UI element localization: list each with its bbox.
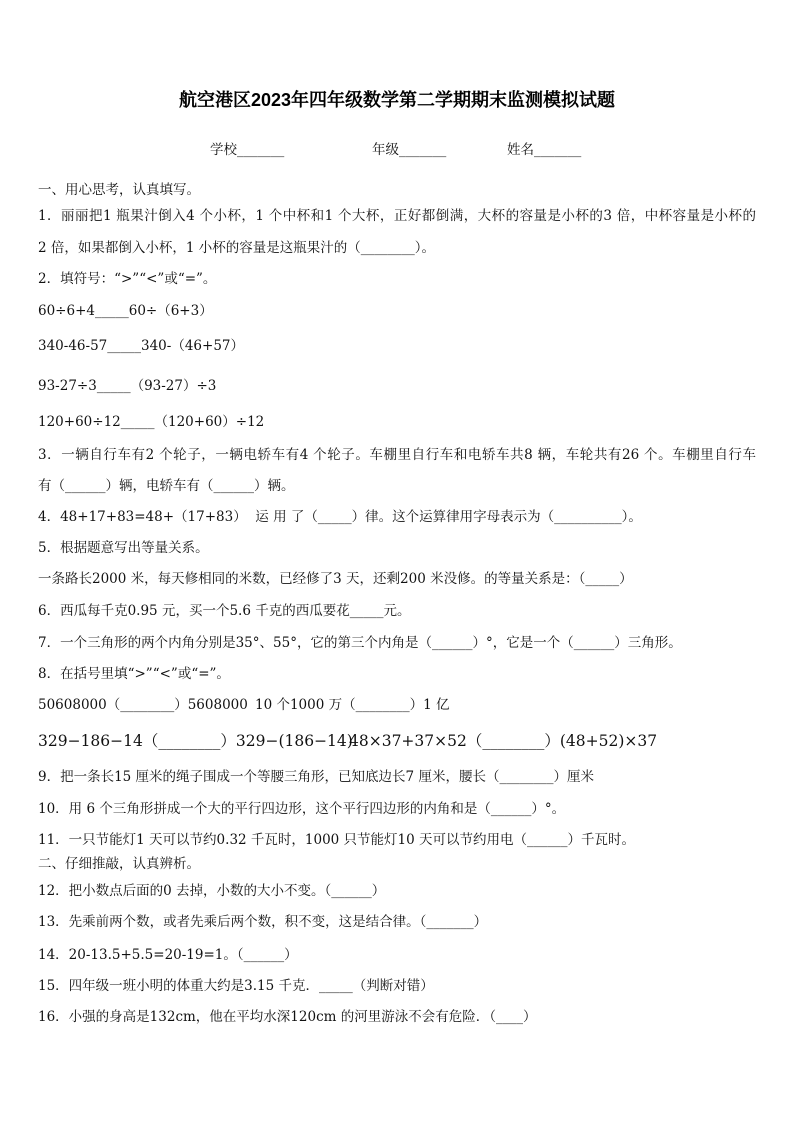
question-8-compare-3: 329−186−14（________）329−(186−14) bbox=[38, 732, 353, 750]
question-8-compare-1: 50608000（________）5608000 bbox=[38, 697, 248, 713]
name-field: 姓名_______ bbox=[507, 142, 582, 158]
question-14: 14．20-13.5+5.5=20-19=1。（______） bbox=[38, 947, 298, 963]
question-8-compare-2: 10 个1000 万（________）1 亿 bbox=[255, 697, 450, 713]
question-2-item-2: 340-46-57_____340-（46+57） bbox=[38, 338, 244, 354]
question-12: 12．把小数点后面的0 去掉，小数的大小不变。（______） bbox=[38, 883, 386, 899]
question-2-item-1: 60÷6+4_____60÷（6+3） bbox=[38, 303, 213, 319]
page-title: 航空港区2023年四年级数学第二学期期末监测模拟试题 bbox=[178, 90, 616, 110]
question-15: 15．四年级一班小明的体重大约是3.15 千克．_____（判断对错） bbox=[38, 978, 434, 994]
question-8-stem: 8．在括号里填“>”“<”或“=”。 bbox=[38, 666, 230, 682]
question-2-item-4: 120+60÷12_____（120+60）÷12 bbox=[38, 414, 265, 430]
question-1-line1: 1．丽丽把1 瓶果汁倒入4 个小杯，1 个中杯和1 个大杯，正好都倒满，大杯的容量是小杯的3 倍，中杯容量是小杯的 bbox=[38, 208, 756, 224]
question-5-stem: 5．根据题意写出等量关系。 bbox=[38, 540, 209, 556]
question-5-sub: 一条路长2000 米，每天修相同的米数，已经修了3 天，还剩200 米没修。的等量关系是：（_____） bbox=[38, 571, 633, 587]
question-13: 13．先乘前两个数，或者先乘后两个数，积不变，这是结合律。（_______） bbox=[38, 914, 488, 930]
question-9: 9．把一条长15 厘米的绳子围成一个等腰三角形，已知底边长7 厘米，腰长（________）厘米 bbox=[38, 769, 594, 785]
question-10: 10．用 6 个三角形拼成一个大的平行四边形，这个平行四边形的内角和是（______）°。 bbox=[38, 801, 566, 817]
question-4: 4．48+17+83=48+（17+83） 运 用 了（_____）律。这个运算律用字母表示为（__________）。 bbox=[38, 509, 642, 525]
question-6: 6．西瓜每千克0.95 元，买一个5.6 千克的西瓜要花_____元。 bbox=[38, 603, 411, 619]
question-3-line2: 有（______）辆，电轿车有（______）辆。 bbox=[38, 478, 295, 494]
section2-heading: 二、仔细推敲，认真辨析。 bbox=[38, 856, 200, 872]
question-16: 16．小强的身高是132cm，他在平均水深120cm 的河里游泳不会有危险．（____） bbox=[38, 1009, 537, 1025]
question-2-stem: 2．填符号：“>”“<”或“=”。 bbox=[38, 271, 217, 287]
question-8-compare-4: 48×37+37×52（________）(48+52)×37 bbox=[349, 732, 658, 750]
question-3-line1: 3．一辆自行车有2 个轮子，一辆电轿车有4 个轮子。车棚里自行车和电轿车共8 辆，车轮共有26 个。车棚里自行车 bbox=[38, 447, 756, 463]
question-2-item-3: 93-27÷3_____（93-27）÷3 bbox=[38, 378, 217, 394]
question-11: 11．一只节能灯1 天可以节约0.32 千瓦时，1000 只节能灯10 天可以节约用电（______）千瓦时。 bbox=[38, 832, 636, 848]
question-1-line2: 2 倍，如果都倒入小杯，1 小杯的容量是这瓶果汁的（________）。 bbox=[38, 240, 436, 256]
section1-heading: 一、用心思考，认真填写。 bbox=[38, 182, 200, 198]
grade-field: 年级_______ bbox=[372, 142, 447, 158]
question-7: 7．一个三角形的两个内角分别是35°、55°，它的第三个内角是（______）°，它是一个（______）三角形。 bbox=[38, 635, 682, 651]
school-field: 学校_______ bbox=[210, 142, 285, 158]
